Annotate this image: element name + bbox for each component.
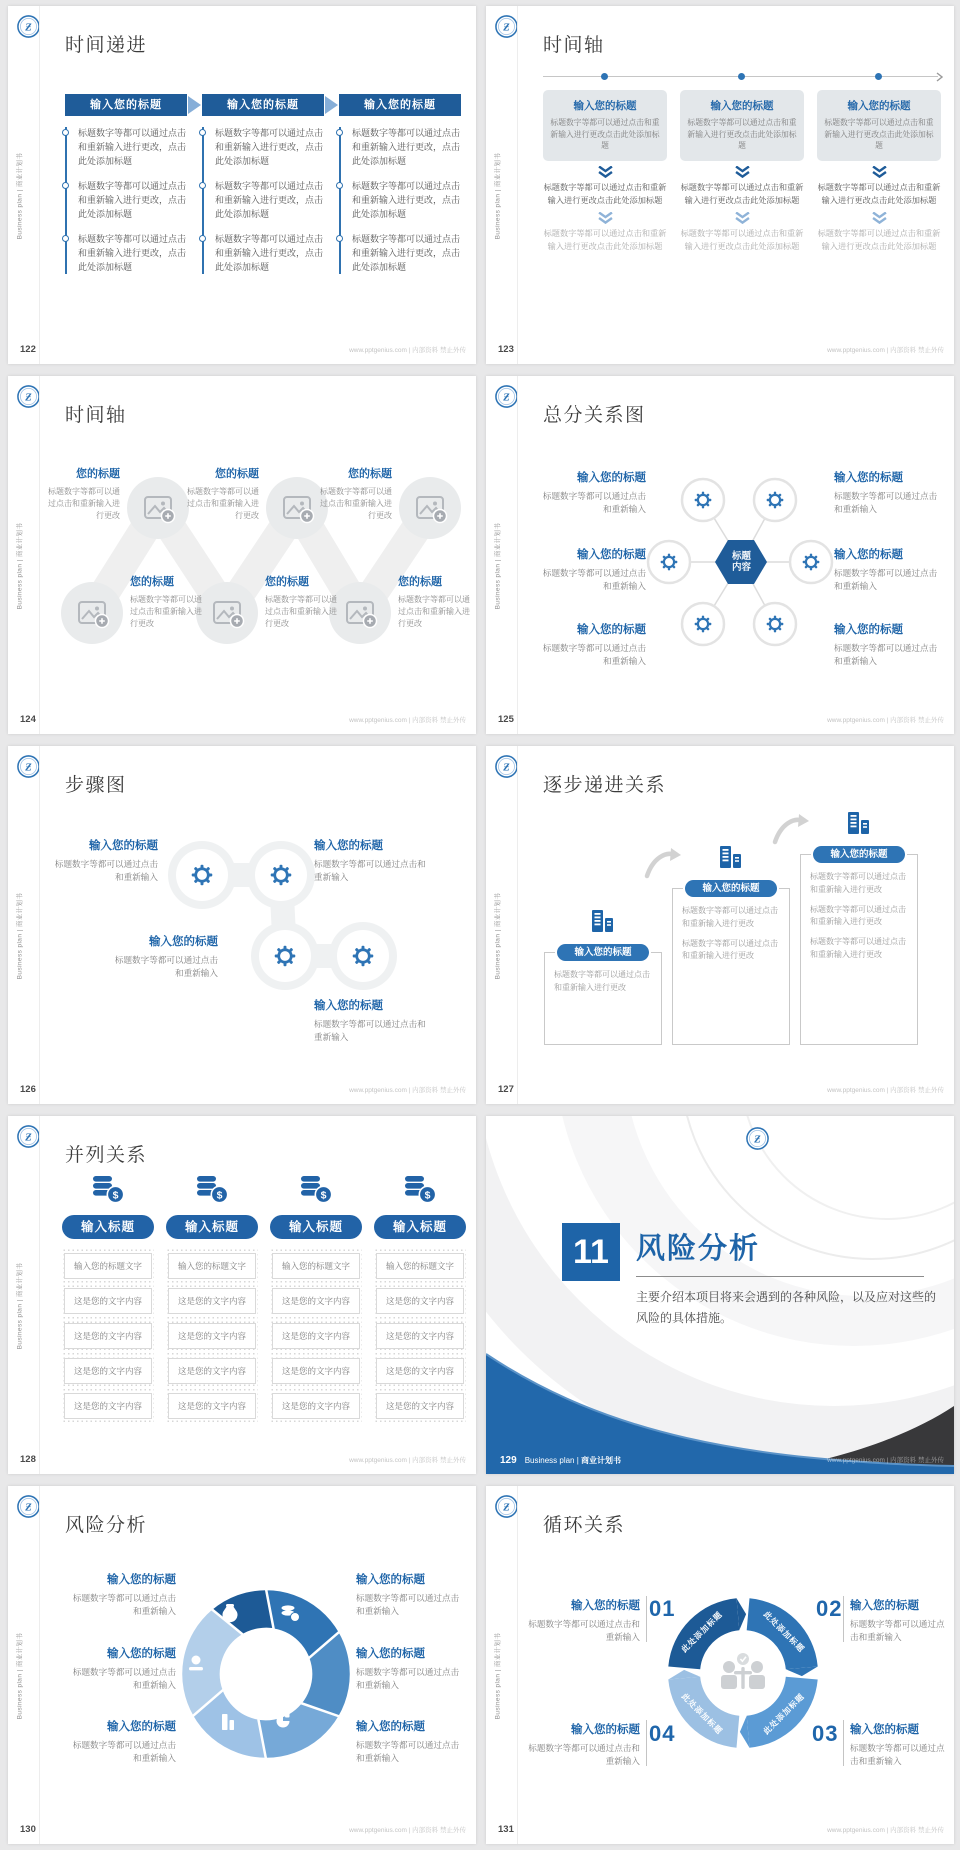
sidebar-vertical-label: Business plan | 商业计划书 (16, 1632, 24, 1720)
page-number: 129 (500, 1455, 517, 1466)
brand-logo-icon (16, 1124, 41, 1149)
cycle-number: 04 (649, 1721, 676, 1746)
column-title: 输入标题 (374, 1215, 466, 1239)
risk-block: 输入您的标题 标题数字等都可以通过点击和重新输入 (356, 1574, 460, 1617)
parallel-column (62, 1174, 154, 1424)
step-box (672, 883, 790, 1045)
table-cell: 输入您的标题文字 (64, 1253, 152, 1279)
watermark: www.pptgenius.com | 内部资料 禁止外传 (349, 1827, 466, 1834)
table-cell: 这是您的文字内容 (168, 1358, 256, 1384)
bullet-item: 标题数字等都可以通过点击和重新输入进行更改，点击此处添加标题 (352, 180, 461, 222)
item-text: 标题数字等都可以通过点击和重新输入进行更改点击此处添加标题 (687, 118, 797, 151)
table-cell: 这是您的文字内容 (376, 1393, 464, 1419)
column-header: 输入您的标题 (339, 94, 461, 116)
bullet-item: 标题数字等都可以通过点击和重新输入进行更改，点击此处添加标题 (215, 233, 324, 275)
table-cell: 这是您的文字内容 (272, 1323, 360, 1349)
bullet-item: 标题数字等都可以通过点击和重新输入进行更改，点击此处添加标题 (215, 127, 324, 169)
step-box-text: 标题数字等都可以通过点击和重新输入进行更改 (810, 904, 906, 927)
bullet-item: 标题数字等都可以通过点击和重新输入进行更改，点击此处添加标题 (352, 127, 461, 169)
table-cell: 这是您的文字内容 (64, 1358, 152, 1384)
step-box-text: 标题数字等都可以通过点击和重新输入进行更改 (682, 938, 778, 961)
bullet-item: 标题数字等都可以通过点击和重新输入进行更改，点击此处添加标题 (78, 233, 187, 275)
slide-thumbnail-124[interactable] (8, 376, 476, 734)
table-cell: 这是您的文字内容 (64, 1393, 152, 1419)
curved-arrow-icon (644, 846, 682, 882)
table-cell: 这是您的文字内容 (272, 1288, 360, 1314)
item-text: 标题数字等都可以通过点击和重新输入进行更改点击此处添加标题 (824, 118, 934, 151)
step-block: 输入您的标题 标题数字等都可以通过点击和重新输入 (314, 840, 426, 883)
axis-arrow-icon (936, 72, 943, 82)
spoke-block: 输入您的标题 标题数字等都可以通过点击和重新输入 (542, 549, 646, 592)
step-box-title: 输入您的标题 (813, 846, 905, 863)
timeline-column (65, 127, 187, 285)
table-cell: 这是您的文字内容 (376, 1358, 464, 1384)
step-box (544, 947, 662, 1045)
column-title: 输入标题 (166, 1215, 258, 1239)
arc-label: 此处添加标题 (761, 1691, 807, 1737)
slide-thumbnail-129[interactable] (486, 1116, 954, 1474)
title-underline (636, 1276, 924, 1277)
cycle-number: 02 (816, 1596, 843, 1621)
timeline-column (680, 90, 804, 254)
item-text: 标题数字等都可以通过点击和重新输入进行更改点击此处添加标题 (817, 183, 941, 205)
item-text: 标题数字等都可以通过点击和重新输入进行更改点击此处添加标题 (680, 229, 804, 252)
slide-thumbnail-130[interactable] (8, 1486, 476, 1844)
table-cell: 输入您的标题文字 (168, 1253, 256, 1279)
timeline-dot (875, 73, 882, 80)
column-title: 输入标题 (62, 1215, 154, 1239)
sidebar-divider (39, 6, 40, 364)
table-cell: 这是您的文字内容 (272, 1358, 360, 1384)
arc-label: 此处添加标题 (679, 1691, 725, 1737)
milestone-block: 您的标题 标题数字等都可以通过点击和重新输入进行更改 (320, 468, 392, 520)
page-number: 125 (498, 714, 514, 725)
milestone-block: 您的标题 标题数字等都可以通过点击和重新输入进行更改 (187, 468, 259, 520)
timeline-column (817, 90, 941, 254)
risk-block: 输入您的标题 标题数字等都可以通过点击和重新输入 (356, 1648, 460, 1691)
bullet-item: 标题数字等都可以通过点击和重新输入进行更改，点击此处添加标题 (352, 233, 461, 275)
milestone-block: 您的标题 标题数字等都可以通过点击和重新输入进行更改 (265, 576, 337, 628)
step-box (800, 849, 918, 1045)
step-box-text: 标题数字等都可以通过点击和重新输入进行更改 (810, 937, 906, 959)
curved-arrow-icon (772, 812, 810, 848)
spoke-block: 输入您的标题 标题数字等都可以通过点击和重新输入 (834, 472, 938, 515)
milestone-block: 您的标题 标题数字等都可以通过点击和重新输入进行更改 (48, 468, 120, 520)
item-text: 标题数字等都可以通过点击和重新输入进行更改点击此处添加标题 (543, 229, 667, 252)
table-cell: 这是您的文字内容 (168, 1323, 256, 1349)
sidebar-vertical-label: Business plan | 商业计划书 (16, 1262, 24, 1350)
divider-line (646, 1720, 647, 1766)
watermark: www.pptgenius.com | 内部资料 禁止外传 (827, 717, 944, 724)
timeline-dot (738, 73, 745, 80)
coins-icon (91, 1174, 125, 1205)
sidebar-vertical-label: Business plan | 商业计划书 (16, 522, 24, 610)
cycle-block: 输入您的标题 标题数字等都可以通过点击和重新输入 (850, 1600, 945, 1643)
slide-title: 时间轴 (543, 35, 605, 56)
timeline-dot (601, 73, 608, 80)
item-title: 输入您的标题 (710, 100, 774, 112)
table-cell: 这是您的文字内容 (272, 1393, 360, 1419)
watermark: www.pptgenius.com | 内部资料 禁止外传 (827, 1457, 944, 1464)
table-cell: 输入您的标题文字 (272, 1253, 360, 1279)
column-title: 输入标题 (270, 1215, 362, 1239)
spoke-block: 输入您的标题 标题数字等都可以通过点击和重新输入 (834, 624, 938, 667)
spoke-block: 输入您的标题 标题数字等都可以通过点击和重新输入 (542, 472, 646, 515)
slide-thumbnail-125[interactable] (486, 376, 954, 734)
coins-icon (299, 1174, 333, 1205)
column-header: 输入您的标题 (202, 94, 324, 116)
sidebar-vertical-label: Business plan | 商业计划书 (494, 1632, 502, 1720)
page-number: 128 (20, 1454, 36, 1465)
slide-thumbnail-122[interactable] (8, 6, 476, 364)
zigzag-timeline-graphic (8, 376, 476, 734)
double-chevron-down-icon (735, 166, 750, 178)
table-cell: 这是您的文字内容 (64, 1323, 152, 1349)
item-text: 标题数字等都可以通过点击和重新输入进行更改点击此处添加标题 (550, 118, 660, 151)
building-icon (717, 844, 743, 870)
sidebar-vertical-label: Business plan | 商业计划书 (16, 892, 24, 980)
step-box-title: 输入您的标题 (685, 880, 777, 897)
brand-logo-icon (494, 754, 519, 779)
cycle-block: 输入您的标题 标题数字等都可以通过点击和重新输入 (528, 1724, 640, 1767)
page-number: 127 (498, 1084, 514, 1095)
page-number: 130 (20, 1824, 36, 1835)
watermark: www.pptgenius.com | 内部资料 禁止外传 (827, 1087, 944, 1094)
sidebar-divider (39, 1486, 40, 1844)
cycle-ring-graphic (658, 1588, 828, 1758)
watermark: www.pptgenius.com | 内部资料 禁止外传 (349, 1087, 466, 1094)
arc-label: 此处添加标题 (761, 1609, 807, 1655)
slide-thumbnail-127[interactable] (486, 746, 954, 1104)
slide-title: 步骤图 (65, 775, 127, 796)
brand-logo-icon (745, 1126, 770, 1151)
item-text: 标题数字等都可以通过点击和重新输入进行更改点击此处添加标题 (680, 183, 804, 205)
item-text: 标题数字等都可以通过点击和重新输入进行更改点击此处添加标题 (543, 183, 667, 205)
timeline-column (339, 127, 461, 285)
arrow-right-icon (188, 96, 201, 114)
slide-thumbnail-131[interactable] (486, 1486, 954, 1844)
brand-logo-icon (16, 1494, 41, 1519)
cycle-number: 03 (812, 1721, 839, 1746)
step-box-text: 标题数字等都可以通过点击和重新输入进行更改 (554, 970, 650, 992)
table-cell: 这是您的文字内容 (168, 1393, 256, 1419)
slide-title: 逐步递进关系 (543, 775, 667, 796)
divider-line (843, 1596, 844, 1642)
steps-graphic (8, 746, 476, 1104)
bullet-item: 标题数字等都可以通过点击和重新输入进行更改，点击此处添加标题 (215, 180, 324, 222)
timeline-column (543, 90, 667, 254)
step-box-text: 标题数字等都可以通过点击和重新输入进行更改 (682, 906, 778, 928)
risk-block: 输入您的标题 标题数字等都可以通过点击和重新输入 (72, 1721, 176, 1764)
section-title: 风险分析 (636, 1233, 761, 1265)
milestone-block: 您的标题 标题数字等都可以通过点击和重新输入进行更改 (130, 576, 202, 628)
spoke-block: 输入您的标题 标题数字等都可以通过点击和重新输入 (542, 624, 646, 667)
bullet-item: 标题数字等都可以通过点击和重新输入进行更改，点击此处添加标题 (78, 180, 187, 222)
milestone-block: 您的标题 标题数字等都可以通过点击和重新输入进行更改 (398, 576, 470, 628)
table-cell: 这是您的文字内容 (376, 1288, 464, 1314)
spoke-block: 输入您的标题 标题数字等都可以通过点击和重新输入 (834, 549, 938, 592)
item-title: 输入您的标题 (847, 100, 911, 112)
hub-label: 标题内容 (731, 551, 751, 574)
sidebar-vertical-label: Business plan | 商业计划书 (494, 522, 502, 610)
parallel-column (166, 1174, 258, 1424)
risk-block: 输入您的标题 标题数字等都可以通过点击和重新输入 (72, 1648, 176, 1691)
slide-title: 并列关系 (65, 1145, 148, 1166)
table-cell: 输入您的标题文字 (376, 1253, 464, 1279)
building-icon (845, 810, 871, 836)
double-chevron-down-icon (598, 166, 613, 178)
page-number: 126 (20, 1084, 36, 1095)
step-block: 输入您的标题 标题数字等都可以通过点击和重新输入 (54, 840, 158, 883)
step-block: 输入您的标题 标题数字等都可以通过点击和重新输入 (314, 1000, 426, 1043)
watermark: www.pptgenius.com | 内部资料 禁止外传 (349, 717, 466, 724)
sidebar-divider (517, 6, 518, 364)
step-box-text: 标题数字等都可以通过点击和重新输入进行更改 (810, 872, 906, 894)
brand-logo-icon (16, 14, 41, 39)
watermark: www.pptgenius.com | 内部资料 禁止外传 (349, 1457, 466, 1464)
cycle-number: 01 (649, 1596, 676, 1621)
sidebar-vertical-label: Business plan | 商业计划书 (494, 152, 502, 240)
risk-block: 输入您的标题 标题数字等都可以通过点击和重新输入 (72, 1574, 176, 1617)
building-icon (589, 908, 615, 934)
meeting-people-icon (721, 1653, 765, 1689)
cycle-block: 输入您的标题 标题数字等都可以通过点击和重新输入 (850, 1724, 945, 1767)
double-chevron-down-icon (735, 212, 750, 224)
bullet-item: 标题数字等都可以通过点击和重新输入进行更改，点击此处添加标题 (78, 127, 187, 169)
slide-thumbnail-128[interactable] (8, 1116, 476, 1474)
parallel-column (374, 1174, 466, 1424)
brand-logo-icon (494, 1494, 519, 1519)
table-cell: 这是您的文字内容 (376, 1323, 464, 1349)
sidebar-vertical-label: Business plan | 商业计划书 (494, 892, 502, 980)
divider-line (646, 1596, 647, 1642)
slide-thumbnail-123[interactable] (486, 6, 954, 364)
sidebar-divider (39, 1116, 40, 1474)
double-chevron-down-icon (872, 166, 887, 178)
section-subtitle: 主要介绍本项目将来会遇到的各种风险，以及应对这些的风险的具体措施。 (636, 1290, 937, 1325)
divider-line (843, 1720, 844, 1766)
watermark: www.pptgenius.com | 内部资料 禁止外传 (349, 347, 466, 354)
page-number: 122 (20, 344, 36, 355)
risk-block: 输入您的标题 标题数字等都可以通过点击和重新输入 (356, 1721, 460, 1764)
parallel-column (270, 1174, 362, 1424)
sidebar-divider (517, 746, 518, 1104)
item-text: 标题数字等都可以通过点击和重新输入进行更改点击此处添加标题 (817, 229, 941, 252)
double-chevron-down-icon (872, 212, 887, 224)
slide-footer: 129 Business plan | 商业计划书 (500, 1455, 622, 1466)
pinwheel-graphic (166, 1574, 366, 1774)
table-cell: 这是您的文字内容 (168, 1288, 256, 1314)
slide-title: 总分关系图 (543, 405, 646, 426)
step-block: 输入您的标题 标题数字等都可以通过点击和重新输入 (114, 936, 218, 979)
table-cell: 这是您的文字内容 (64, 1288, 152, 1314)
page-number: 124 (20, 714, 36, 725)
brand-logo-icon (494, 14, 519, 39)
sidebar-vertical-label: Business plan | 商业计划书 (16, 152, 24, 240)
coins-icon (403, 1174, 437, 1205)
arc-label: 此处添加标题 (679, 1609, 725, 1655)
watermark: www.pptgenius.com | 内部资料 禁止外传 (827, 1827, 944, 1834)
double-chevron-down-icon (598, 212, 613, 224)
slide-thumbnail-126[interactable] (8, 746, 476, 1104)
page-number: 123 (498, 344, 514, 355)
item-title: 输入您的标题 (573, 100, 637, 112)
slide-title: 风险分析 (65, 1515, 148, 1536)
sidebar-divider (517, 1486, 518, 1844)
page-number: 131 (498, 1824, 514, 1835)
slide-title: 循环关系 (543, 1515, 626, 1536)
cycle-block: 输入您的标题 标题数字等都可以通过点击和重新输入 (528, 1600, 640, 1643)
watermark: www.pptgenius.com | 内部资料 禁止外传 (827, 347, 944, 354)
column-header: 输入您的标题 (65, 94, 187, 116)
section-number: 11 (562, 1223, 620, 1281)
slide-title: 时间递进 (65, 35, 148, 56)
slide-title: 时间轴 (65, 405, 127, 426)
timeline-column (202, 127, 324, 285)
step-box-title: 输入您的标题 (557, 944, 649, 961)
arrow-right-icon (325, 96, 338, 114)
coins-icon (195, 1174, 229, 1205)
